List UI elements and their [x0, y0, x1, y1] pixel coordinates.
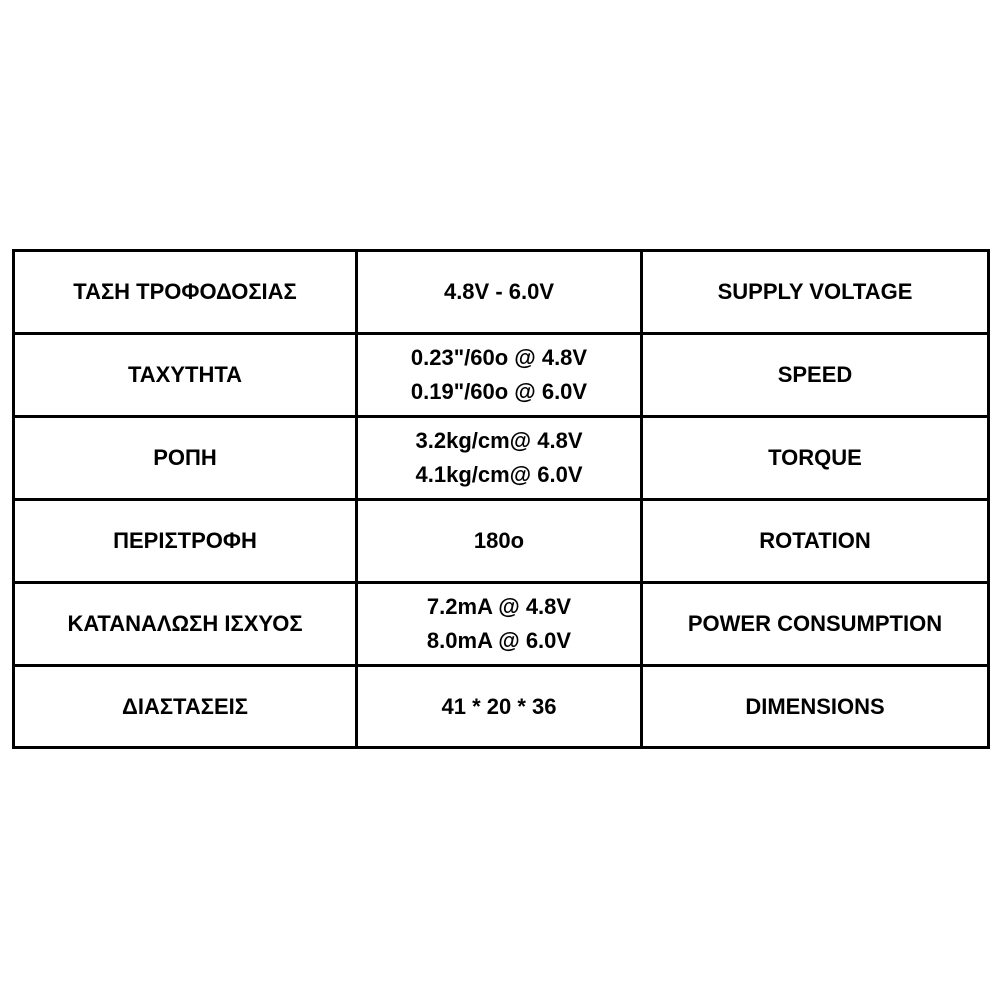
english-label: SPEED [642, 334, 989, 417]
greek-label: ΔΙΑΣΤΑΣΕΙΣ [14, 666, 357, 748]
table-row-power-consumption [14, 583, 989, 666]
value-line: 3.2kg/cm@ 4.8V [415, 428, 583, 453]
spec-value [357, 666, 642, 748]
english-label: POWER CONSUMPTION [642, 583, 989, 666]
value-line: 0.23"/60o @ 4.8V [410, 345, 588, 370]
greek-label: ΚΑΤΑΝΑΛΩΣΗ ΙΣΧΥΟΣ [14, 583, 357, 666]
spec-value [357, 417, 642, 500]
table-row-torque [14, 417, 989, 500]
spec-value [357, 500, 642, 583]
value-line: 180o [473, 528, 525, 553]
english-label: SUPPLY VOLTAGE [642, 251, 989, 334]
spec-value [357, 583, 642, 666]
english-label: ROTATION [642, 500, 989, 583]
value-line: 41 * 20 * 36 [441, 693, 557, 719]
table-row-supply-voltage [14, 251, 989, 334]
table-row-rotation [14, 500, 989, 583]
english-label: DIMENSIONS [642, 666, 989, 748]
greek-label: ΤΑΣΗ ΤΡΟΦΟΔΟΣΙΑΣ [14, 251, 357, 334]
table-row-dimensions [14, 666, 989, 748]
greek-label: ΡΟΠΗ [14, 417, 357, 500]
greek-label: ΤΑΧΥΤΗΤΑ [14, 334, 357, 417]
spec-value [357, 251, 642, 334]
table-row-speed [14, 334, 989, 417]
value-line: 4.1kg/cm@ 6.0V [415, 462, 583, 487]
value-line: 8.0mA @ 6.0V [426, 628, 572, 653]
value-line: 7.2mA @ 4.8V [426, 594, 572, 619]
spec-table [12, 249, 990, 749]
spec-table-body [14, 251, 989, 748]
spec-value [357, 334, 642, 417]
value-line: 4.8V - 6.0V [443, 279, 555, 304]
english-label: TORQUE [642, 417, 989, 500]
value-line: 0.19"/60o @ 6.0V [410, 379, 588, 404]
greek-label: ΠΕΡΙΣΤΡΟΦΗ [14, 500, 357, 583]
